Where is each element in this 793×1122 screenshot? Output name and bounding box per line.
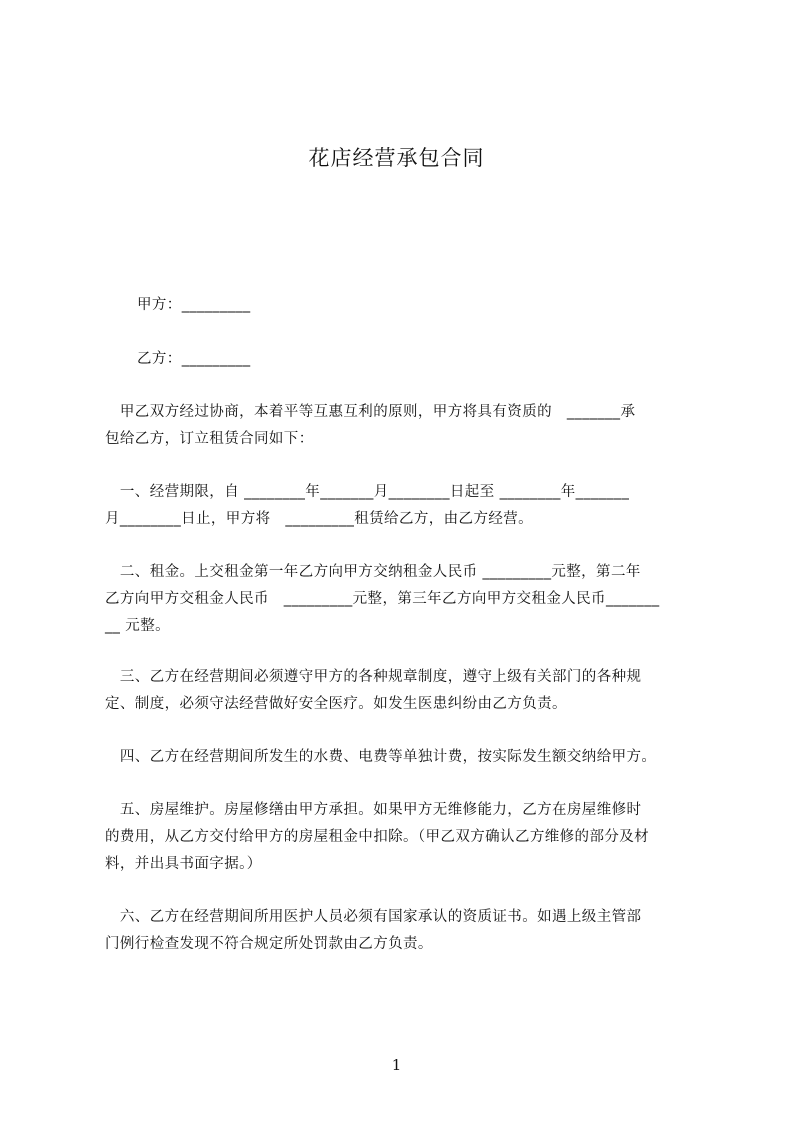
clause1-line-2: 月________日止，甲方将 _________租赁给乙方，由乙方经营。 — [105, 511, 534, 527]
clause3-line-2: 定、制度，必须守法经营做好安全医疗。如发生医患纠纷由乙方负责。 — [105, 696, 567, 712]
clause4-line-1: 四、乙方在经营期间所发生的水费、电费等单独计费，按实际发生额交纳给甲方。 — [105, 749, 657, 765]
page-number: 1 — [391, 1056, 402, 1074]
clause2-line-2: 乙方向甲方交租金人民币 _________元整，第三年乙方向甲方交租金人民币_______ — [105, 591, 660, 607]
clause6-line-1: 六、乙方在经营期间所用医护人员必须有国家承认的资质证书。如遇上级主管部 — [105, 909, 642, 925]
party-a-line: 甲方：_________ — [137, 297, 251, 313]
party-b-line: 乙方：_________ — [137, 351, 251, 367]
intro-line-1: 甲乙双方经过协商，本着平等互惠互利的原则，甲方将具有资质的 _______承 — [105, 404, 636, 420]
document-title: 花店经营承包合同 — [308, 146, 485, 170]
intro-line-2: 包给乙方，订立租赁合同如下： — [105, 431, 314, 447]
clause3-line-1: 三、乙方在经营期间必须遵守甲方的各种规章制度，遵守上级有关部门的各种规 — [105, 669, 642, 685]
clause5-line-3: 料，并出具书面字据。） — [105, 856, 262, 872]
clause2-line-3: __ 元整。 — [105, 618, 171, 634]
clause5-line-2: 的费用，从乙方交付给甲方的房屋租金中扣除。（甲乙双方确认乙方维修的部分及材 — [105, 829, 650, 845]
clause2-line-1: 二、租金。上交租金第一年乙方向甲方交纳租金人民币 _________元整，第二年 — [105, 564, 641, 580]
clause5-line-1: 五、房屋维护。房屋修缮由甲方承担。如果甲方无维修能力，乙方在房屋维修时 — [105, 802, 642, 818]
clause6-line-2: 门例行检查发现不符合规定所处罚款由乙方负责。 — [105, 936, 433, 952]
clause1-line-1: 一、经营期限，自 ________年_______月________日起至 ________年_______ — [105, 484, 630, 500]
